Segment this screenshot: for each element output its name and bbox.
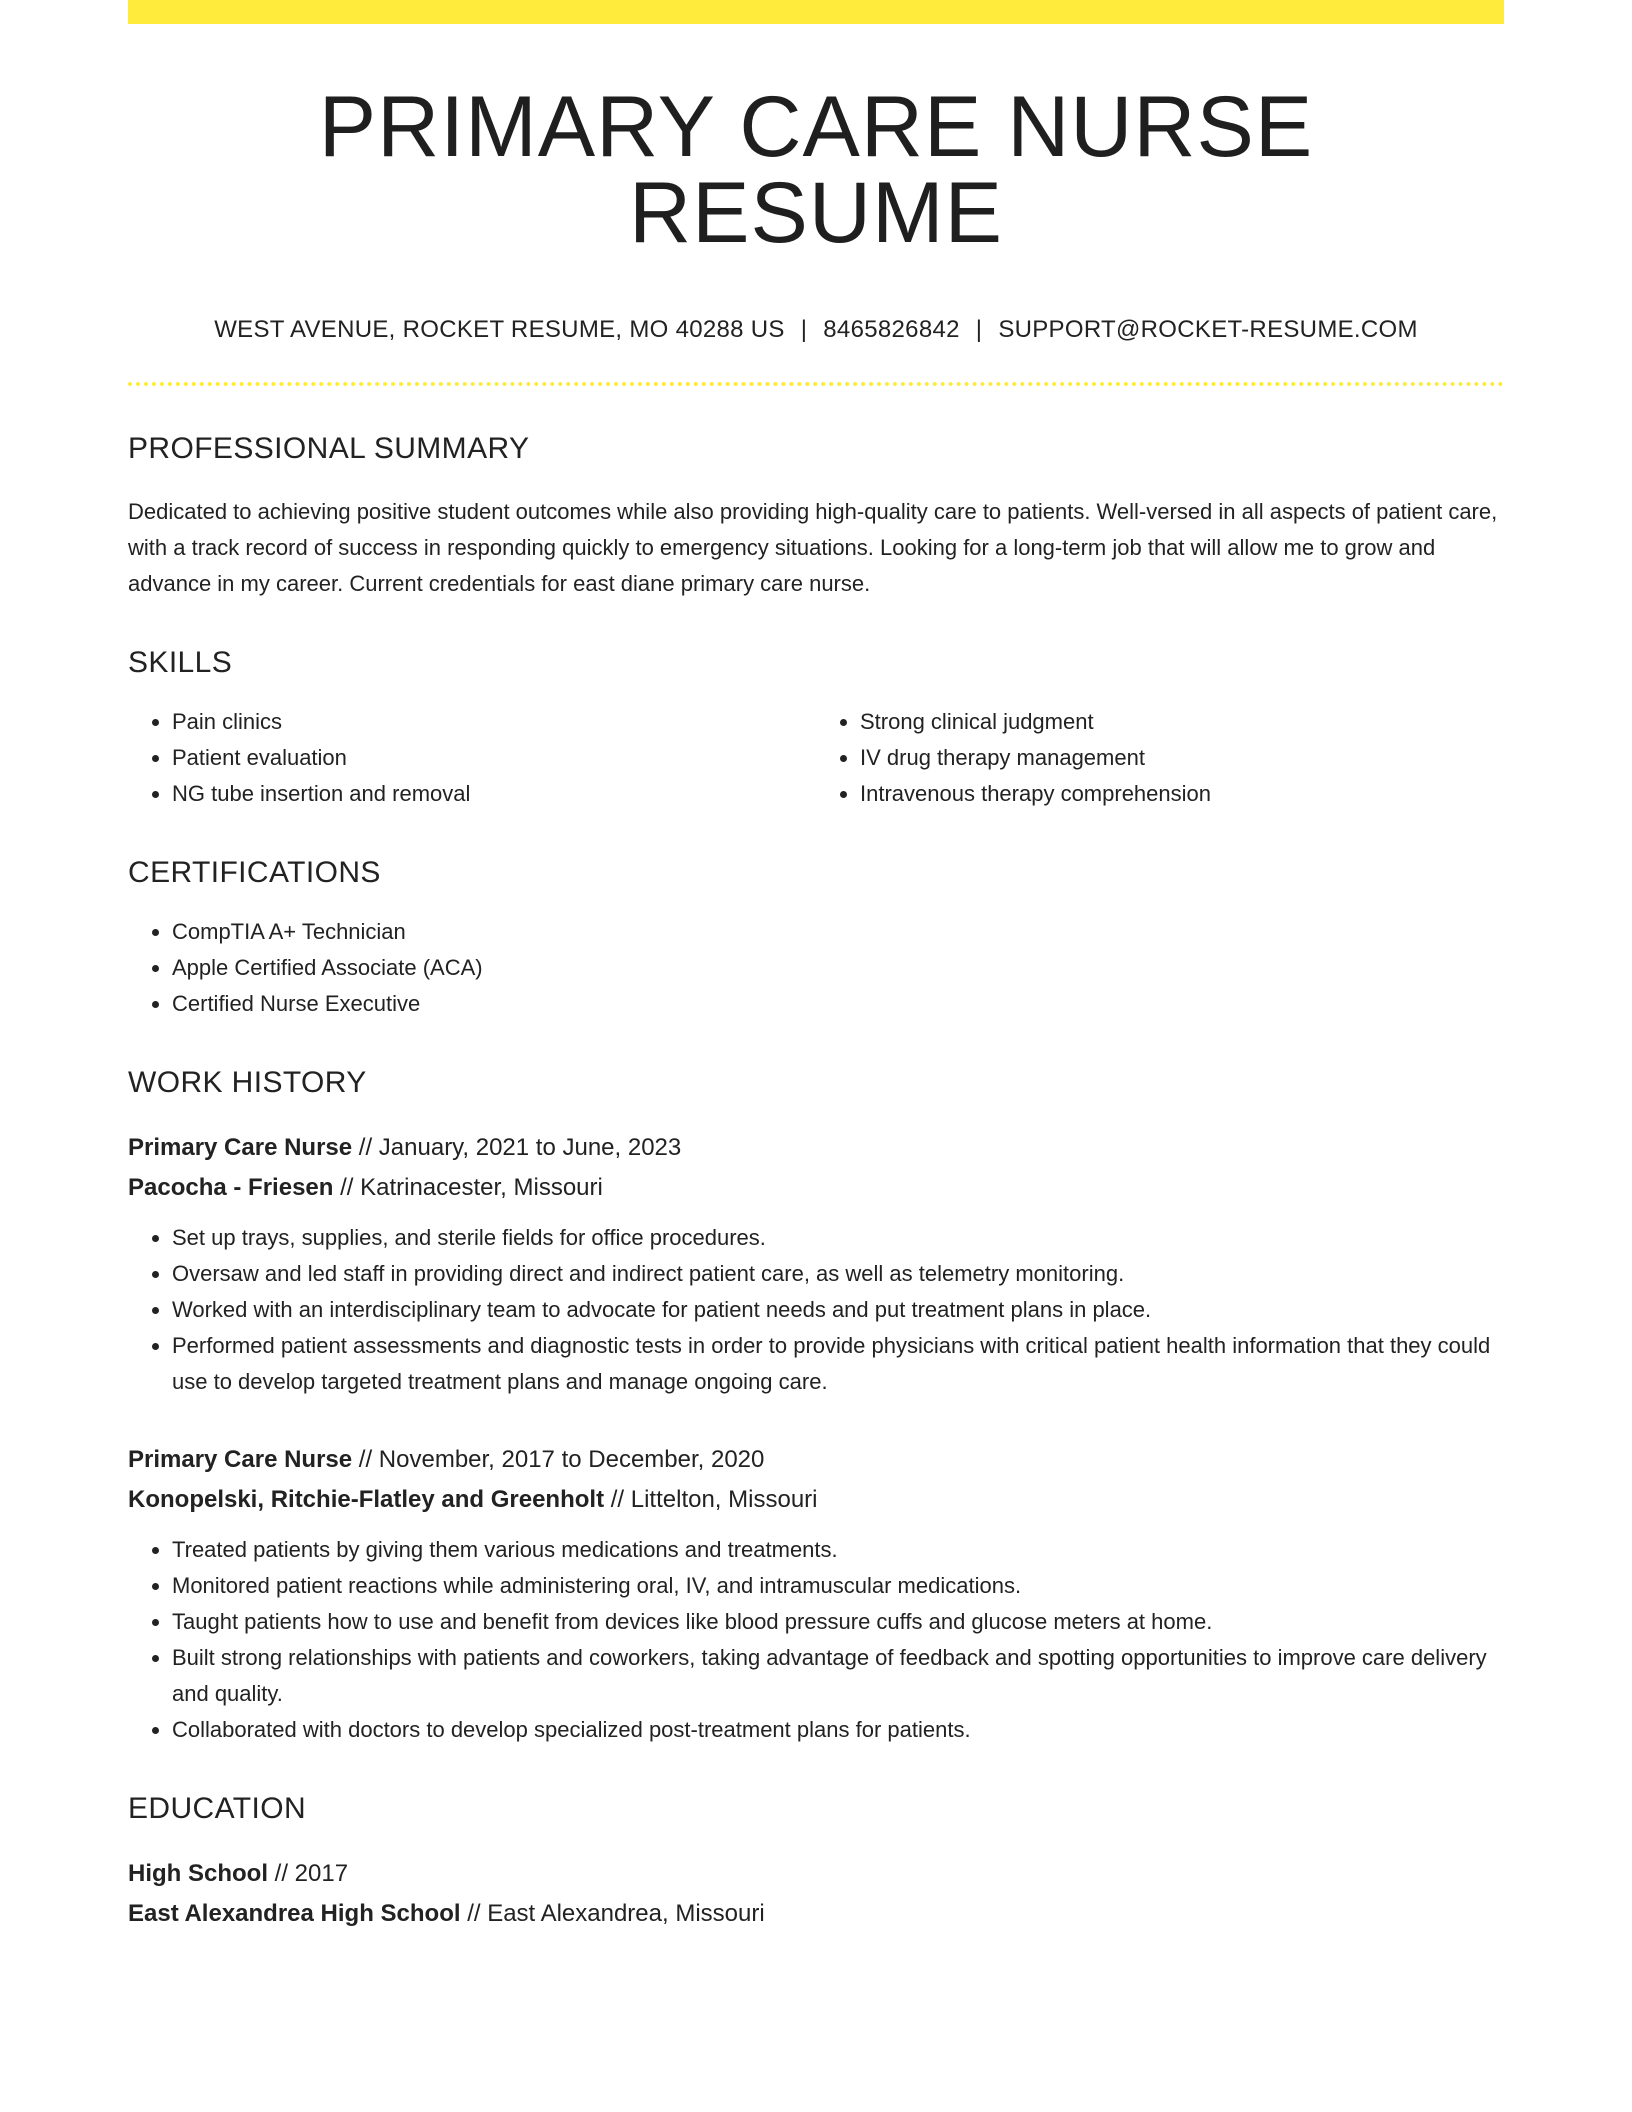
job-title-line — [128, 1128, 1504, 1168]
education-school: East Alexandrea High School — [128, 1900, 461, 1927]
job-location: // Katrinacester, Missouri — [333, 1174, 603, 1201]
certifications-heading: CERTIFICATIONS — [128, 856, 381, 889]
education-heading: EDUCATION — [128, 1792, 307, 1825]
job-entry — [128, 1440, 1504, 1748]
education-entry — [128, 1854, 1504, 1934]
education-degree: High School — [128, 1860, 268, 1887]
job-duty: • Built strong relationships with patients and coworkers, taking advantage of feedback and spotting opportunities to improve care delivery and quality. — [172, 1640, 1504, 1712]
certification-item: • Apple Certified Associate (ACA) — [172, 950, 1504, 986]
job-location: // Littelton, Missouri — [604, 1486, 818, 1513]
job-duty: • Oversaw and led staff in providing direct and indirect patient care, as well as telemetry monitoring. — [172, 1256, 1504, 1292]
work-history-heading: WORK HISTORY — [128, 1066, 367, 1099]
resume-page — [128, 0, 1504, 1934]
job-dates: // November, 2017 to December, 2020 — [352, 1446, 765, 1473]
education-location: // East Alexandrea, Missouri — [460, 1900, 765, 1927]
job-duty: • Set up trays, supplies, and sterile fields for office procedures. — [172, 1220, 1504, 1256]
education-year: // 2017 — [268, 1860, 349, 1887]
contact-email: SUPPORT@ROCKET-RESUME.COM — [998, 316, 1418, 343]
job-duty: • Monitored patient reactions while administering oral, IV, and intramuscular medications. — [172, 1568, 1504, 1604]
education-school-line — [128, 1894, 1504, 1934]
job-employer-line — [128, 1480, 1504, 1520]
contact-separator: | — [800, 316, 808, 343]
skill-item: • NG tube insertion and removal — [172, 776, 816, 812]
job-duty: • Treated patients by giving them various medications and treatments. — [172, 1532, 1504, 1568]
dotted-divider — [128, 382, 1504, 386]
skills-list-right — [816, 704, 1504, 812]
accent-top-bar — [128, 0, 1504, 24]
summary-text: Dedicated to achieving positive student outcomes while also providing high-quality care to patients. Well-versed in all aspects of patient care, with a track record of success in responding quickly to emergency situations. Looking for a long-term job that will allow me to grow and advance in my career. Current credentials for east diane primary care nurse. — [128, 499, 1498, 596]
education-degree-line — [128, 1854, 1504, 1894]
job-title-line — [128, 1440, 1504, 1480]
resume-title: PRIMARY CARE NURSE RESUME — [318, 79, 1314, 261]
skill-item: • IV drug therapy management — [860, 740, 1504, 776]
skill-item: • Patient evaluation — [172, 740, 816, 776]
skills-grid — [128, 704, 1504, 812]
contact-address: WEST AVENUE, ROCKET RESUME, MO 40288 US — [214, 316, 785, 343]
skill-item: • Intravenous therapy comprehension — [860, 776, 1504, 812]
job-title: Primary Care Nurse — [128, 1134, 353, 1161]
certification-item: • CompTIA A+ Technician — [172, 914, 1504, 950]
job-employer: Pacocha - Friesen — [128, 1174, 334, 1201]
job-duties-list — [128, 1220, 1504, 1400]
job-employer-line — [128, 1168, 1504, 1208]
job-duty: • Worked with an interdisciplinary team to advocate for patient needs and put treatment plans in place. — [172, 1292, 1504, 1328]
job-dates: // January, 2021 to June, 2023 — [352, 1134, 682, 1161]
certification-item: • Certified Nurse Executive — [172, 986, 1504, 1022]
contact-separator: | — [975, 316, 983, 343]
skill-item: • Strong clinical judgment — [860, 704, 1504, 740]
skills-heading: SKILLS — [128, 646, 233, 679]
job-title: Primary Care Nurse — [128, 1446, 353, 1473]
job-duty: • Collaborated with doctors to develop specialized post-treatment plans for patients. — [172, 1712, 1504, 1748]
job-duty: • Taught patients how to use and benefit from devices like blood pressure cuffs and glucose meters at home. — [172, 1604, 1504, 1640]
job-employer: Konopelski, Ritchie-Flatley and Greenholt — [128, 1486, 605, 1513]
job-duty: • Performed patient assessments and diagnostic tests in order to provide physicians with critical patient health information that they could use to develop targeted treatment plans and manage ongoing care. — [172, 1328, 1504, 1400]
skill-item: • Pain clinics — [172, 704, 816, 740]
certifications-list — [128, 914, 1504, 1022]
skills-list-left — [128, 704, 816, 812]
summary-heading: PROFESSIONAL SUMMARY — [128, 432, 530, 465]
contact-phone: 8465826842 — [823, 316, 960, 343]
job-entry — [128, 1128, 1504, 1400]
contact-line — [128, 316, 1504, 344]
job-duties-list — [128, 1532, 1504, 1748]
